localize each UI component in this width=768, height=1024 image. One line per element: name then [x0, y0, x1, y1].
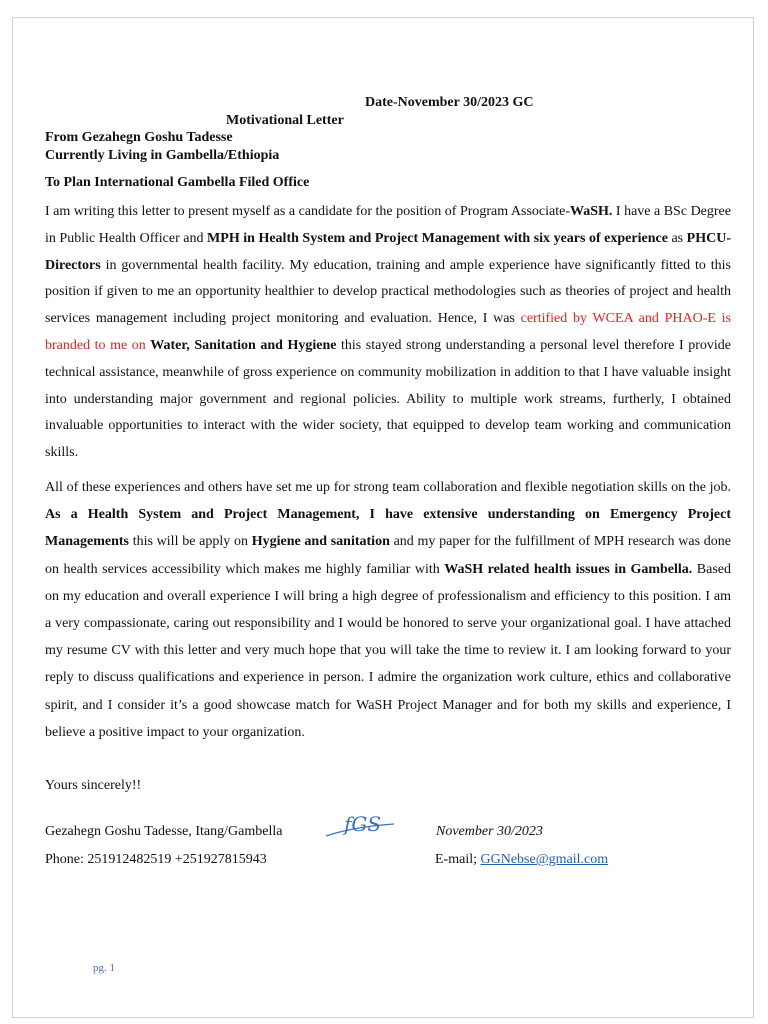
recipient: To Plan International Gambella Filed Office: [45, 175, 310, 190]
sender-name: From Gezahegn Goshu Tadesse: [45, 130, 233, 145]
signer-name-place: Gezahegn Goshu Tadesse, Itang/Gambella: [45, 824, 283, 839]
svg-text:fGS: fGS: [344, 812, 382, 836]
email-link[interactable]: GGNebse@gmail.com: [480, 852, 609, 867]
closing: Yours sincerely!!: [45, 778, 142, 793]
certification-text: certified by WCEA and PHAO-E is branded to me on: [45, 311, 731, 353]
email-line: [435, 851, 608, 869]
paragraph-2: All of these experiences and others have set me up for strong team collaboration and flexible negotiation skills on the job. As a Health System and Project Management, I have extensive understanding on Emergency Project Managements this will be apply on Hygiene and sanitation and my paper for the fulfillment of MPH research was done on health services accessibility which makes me highly familiar with WaSH related health issues in Gambella. Based on my education and overall experience I will bring a high degree of professionalism and efficiency to this position. I am a very compassionate, caring out responsibility and I would be honored to serve your organizational goal. I have attached my resume CV with this letter and very much hope that you will take the time to review it. I am looking forward to your reply to discuss qualifications and experience in person. I admire the organization work culture, ethics and collaborative spirit, and I consider it’s a good showcase match for WaSH Project Manager and for both my skills and experience, I believe a positive impact to your organization.: [45, 480, 731, 740]
paragraph-1: I am writing this letter to present myself as a candidate for the position of Program Associate-WaSH. I have a BSc Degree in Public Health Officer and MPH in Health System and Project Management with six years of experience as PHCU-Directors in governmental health facility. My education, training and ample experience have significantly fitted to this position if given to me an opportunity healthier to develop practical methodologies such as theories of project and health services management including project monitoring and evaluation. Hence, I was certified by WCEA and PHAO-E is branded to me on Water, Sanitation and Hygiene this stayed strong understanding a personal level therefore I provide technical assistance, meanwhile of gross experience on community mobilization in addition to that I have valuable insight into understanding major government and regional policies. Ability to multiple work streams, furtherly, I obtained invaluable opportunities to interact with the wider society, that equipped to develop team working and communication skills.: [45, 204, 732, 461]
letter-title: Motivational Letter: [226, 113, 344, 128]
sender-location: Currently Living in Gambella/Ethiopia: [45, 148, 280, 163]
page-number: pg. 1: [93, 962, 115, 974]
letter-date: Date-November 30/2023 GC: [365, 95, 534, 110]
phone: Phone: 251912482519 +251927815943: [45, 852, 267, 867]
signature-date: November 30/2023: [436, 824, 543, 839]
signature-image: [322, 806, 412, 846]
email-label: E-mail;: [435, 852, 481, 867]
